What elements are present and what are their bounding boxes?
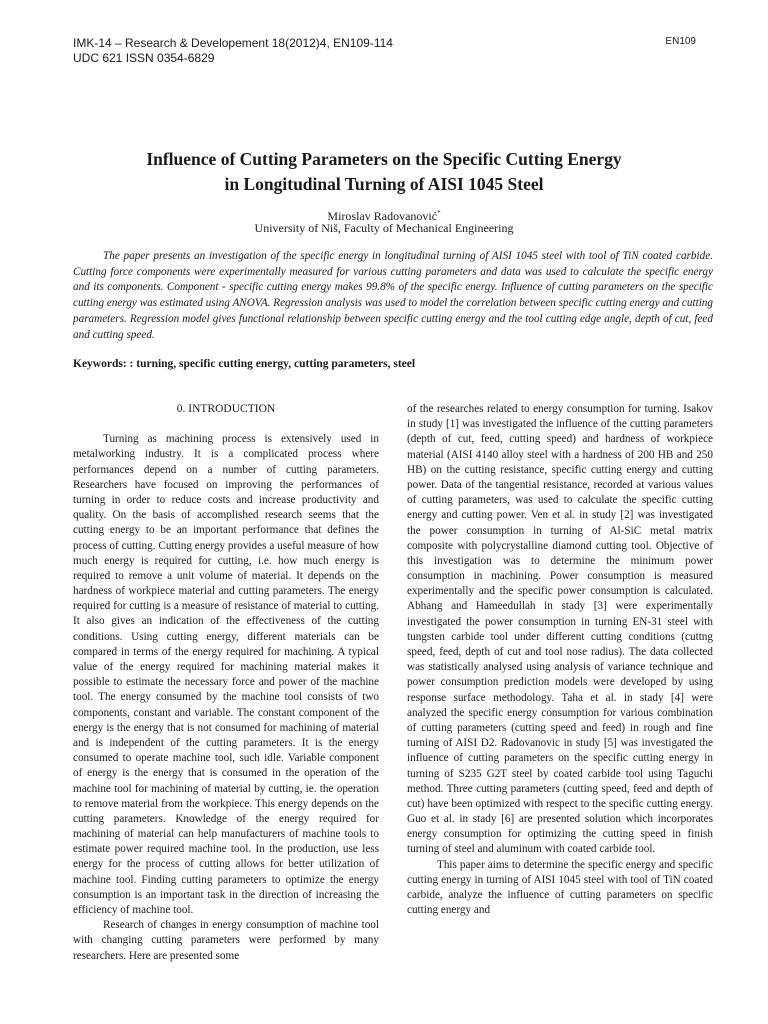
journal-line: IMK-14 – Research & Developement 18(2012)4, EN109-114 xyxy=(73,36,393,50)
author-mark: * xyxy=(437,209,441,217)
paper-title xyxy=(60,147,708,197)
keywords: Keywords: : turning, specific cutting energy, cutting parameters, steel xyxy=(73,358,416,370)
abstract: The paper presents an investigation of the specific energy in longitudinal turning of AISI 1045 steel with tool of TiN coated carbide. Cutting force components were experimentally measured for various cutting parameters and data was used to calculate the specific energy and its components. Component - specific cutting energy makes 99.8% of the specific energy. Influence of cutting parameters on the specific cutting energy was estimated using ANOVA. Regression analysis was used to model the correlation between specific cutting energy and cutting parameters. Regression model gives functional relationship between specific cutting energy and the tool cutting edge angle, depth of cut, feed and cutting speed. xyxy=(73,250,713,341)
right-paragraph-1: of the researches related to energy consumption for turning. Isakov in study [1] was investigated the influence of the cutting parameters (depth of cut, feed, cutting speed) and hardness of workpiece material (AISI 4140 alloy steel with a hardness of 200 HB and 250 HB) on the cutting resistance, specific cutting energy and cutting power. Data of the tangential resistance, recorded at various values of cutting parameters, was used to calculate the specific cutting energy and cutting power. Ven et al. in study [2] was investigated the power consumption in turning of Al-SiC metal matrix composite with polycrystalline diamond cutting tool. Objective of this investigation was to determine the minimum power consumption in machining. Power consumption is measured experimentally and the specific power consumption is calculated. Abhang and Hameedullah in stady [3] were experimentally investigated the power consumption in turning EN-31 steel with tungsten carbide tool under different cutting conditions (cuttng speed, feed, depth of cut and tool nose radius). The data collected was statistically analysed using analysis of variance technique and power consumption prediction models were developed by using response surface methodology. Taha et al. in stady [4] were analyzed the specific energy consumption for various combination of cutting parameters (cutting speed and feed) in rough and fine turning of AISI D2. Radovanovic in study [5] was investigated the influence of cutting parameters on the specific cutting energy in turning of S235 G2T steel by coated carbide tool using Taguchi method. Three cutting parameters (cutting speed, feed and depth of cut) have been optimized with respect to the specific cutting energy. Guo et al. in stady [6] are presented solution which incorporates energy consumption for optimizing the cutting speed in finish turning of steel and aluminum with coated carbide tool. xyxy=(407,403,713,856)
udc-line: UDC 621 ISSN 0354-6829 xyxy=(73,51,215,65)
page-header xyxy=(73,36,393,66)
right-column xyxy=(407,402,713,918)
left-paragraph-1: Turning as machining process is extensively used in metalworking industry. It is a complicated process where performances depend on a number of cutting parameters. Researchers have focused on improving the performances of turning in order to reduce costs and increase productivity and quality. On the basis of accomplished research seems that the cutting energy to be an important performance that defines the process of cutting. Cutting energy provides a useful measure of how much energy is required for cutting, i.e. how much energy is required to remove a unit volume of material. It depends on the hardness of workpiece material and cutting parameters. The energy required for cutting is a measure of resistance of material to cutting. It also gives an indication of the effectiveness of the cutting conditions. Using cutting energy, different materials can be compared in terms of the energy required for machining. A typical value of the energy required for machining material makes it possible to estimate the necessary force and power of the machine tool. The energy consumed by the machine tool consists of two components, constant and variable. The constant component of the energy is the energy that is not consumed for machining of material and is independent of the cutting parameters. It is the energy consumed to operate machine tool, such idle. Variable component of energy is the energy that is consumed in the operation of the machine tool for machining of material by cutting, ie. the operation to remove material from the workpiece. This energy depends on the cutting parameters. Knowledge of the energy required for machining of material can help manufacturers of machine tools to estimate power required machine tool. In the production, use less energy for the process of cutting allows for better utilization of machine tool. Finding cutting parameters to optimize the energy consumption is an important task in the direction of increasing the efficiency of machine tool. xyxy=(73,433,379,916)
title-line-2: in Longitudinal Turning of AISI 1045 Steel xyxy=(224,174,544,194)
page-number: EN109 xyxy=(665,36,696,47)
left-column xyxy=(73,402,379,964)
author-name: Miroslav Radovanović xyxy=(327,209,438,223)
right-paragraph-2: This paper aims to determine the specific energy and specific cutting energy in turning of AISI 1045 steel with tool of TiN coated carbide, analyze the influence of cutting parameters on specific cutting energy and xyxy=(407,858,713,917)
title-line-1: Influence of Cutting Parameters on the Specific Cutting Energy xyxy=(146,149,622,169)
introduction-heading: 0. INTRODUCTION xyxy=(176,403,276,415)
left-paragraph-2: Research of changes in energy consumption of machine tool with changing cutting parameters were performed by many researchers. Here are presented some xyxy=(73,919,379,962)
affiliation: University of Niš, Faculty of Mechanical Engineering xyxy=(254,221,514,235)
